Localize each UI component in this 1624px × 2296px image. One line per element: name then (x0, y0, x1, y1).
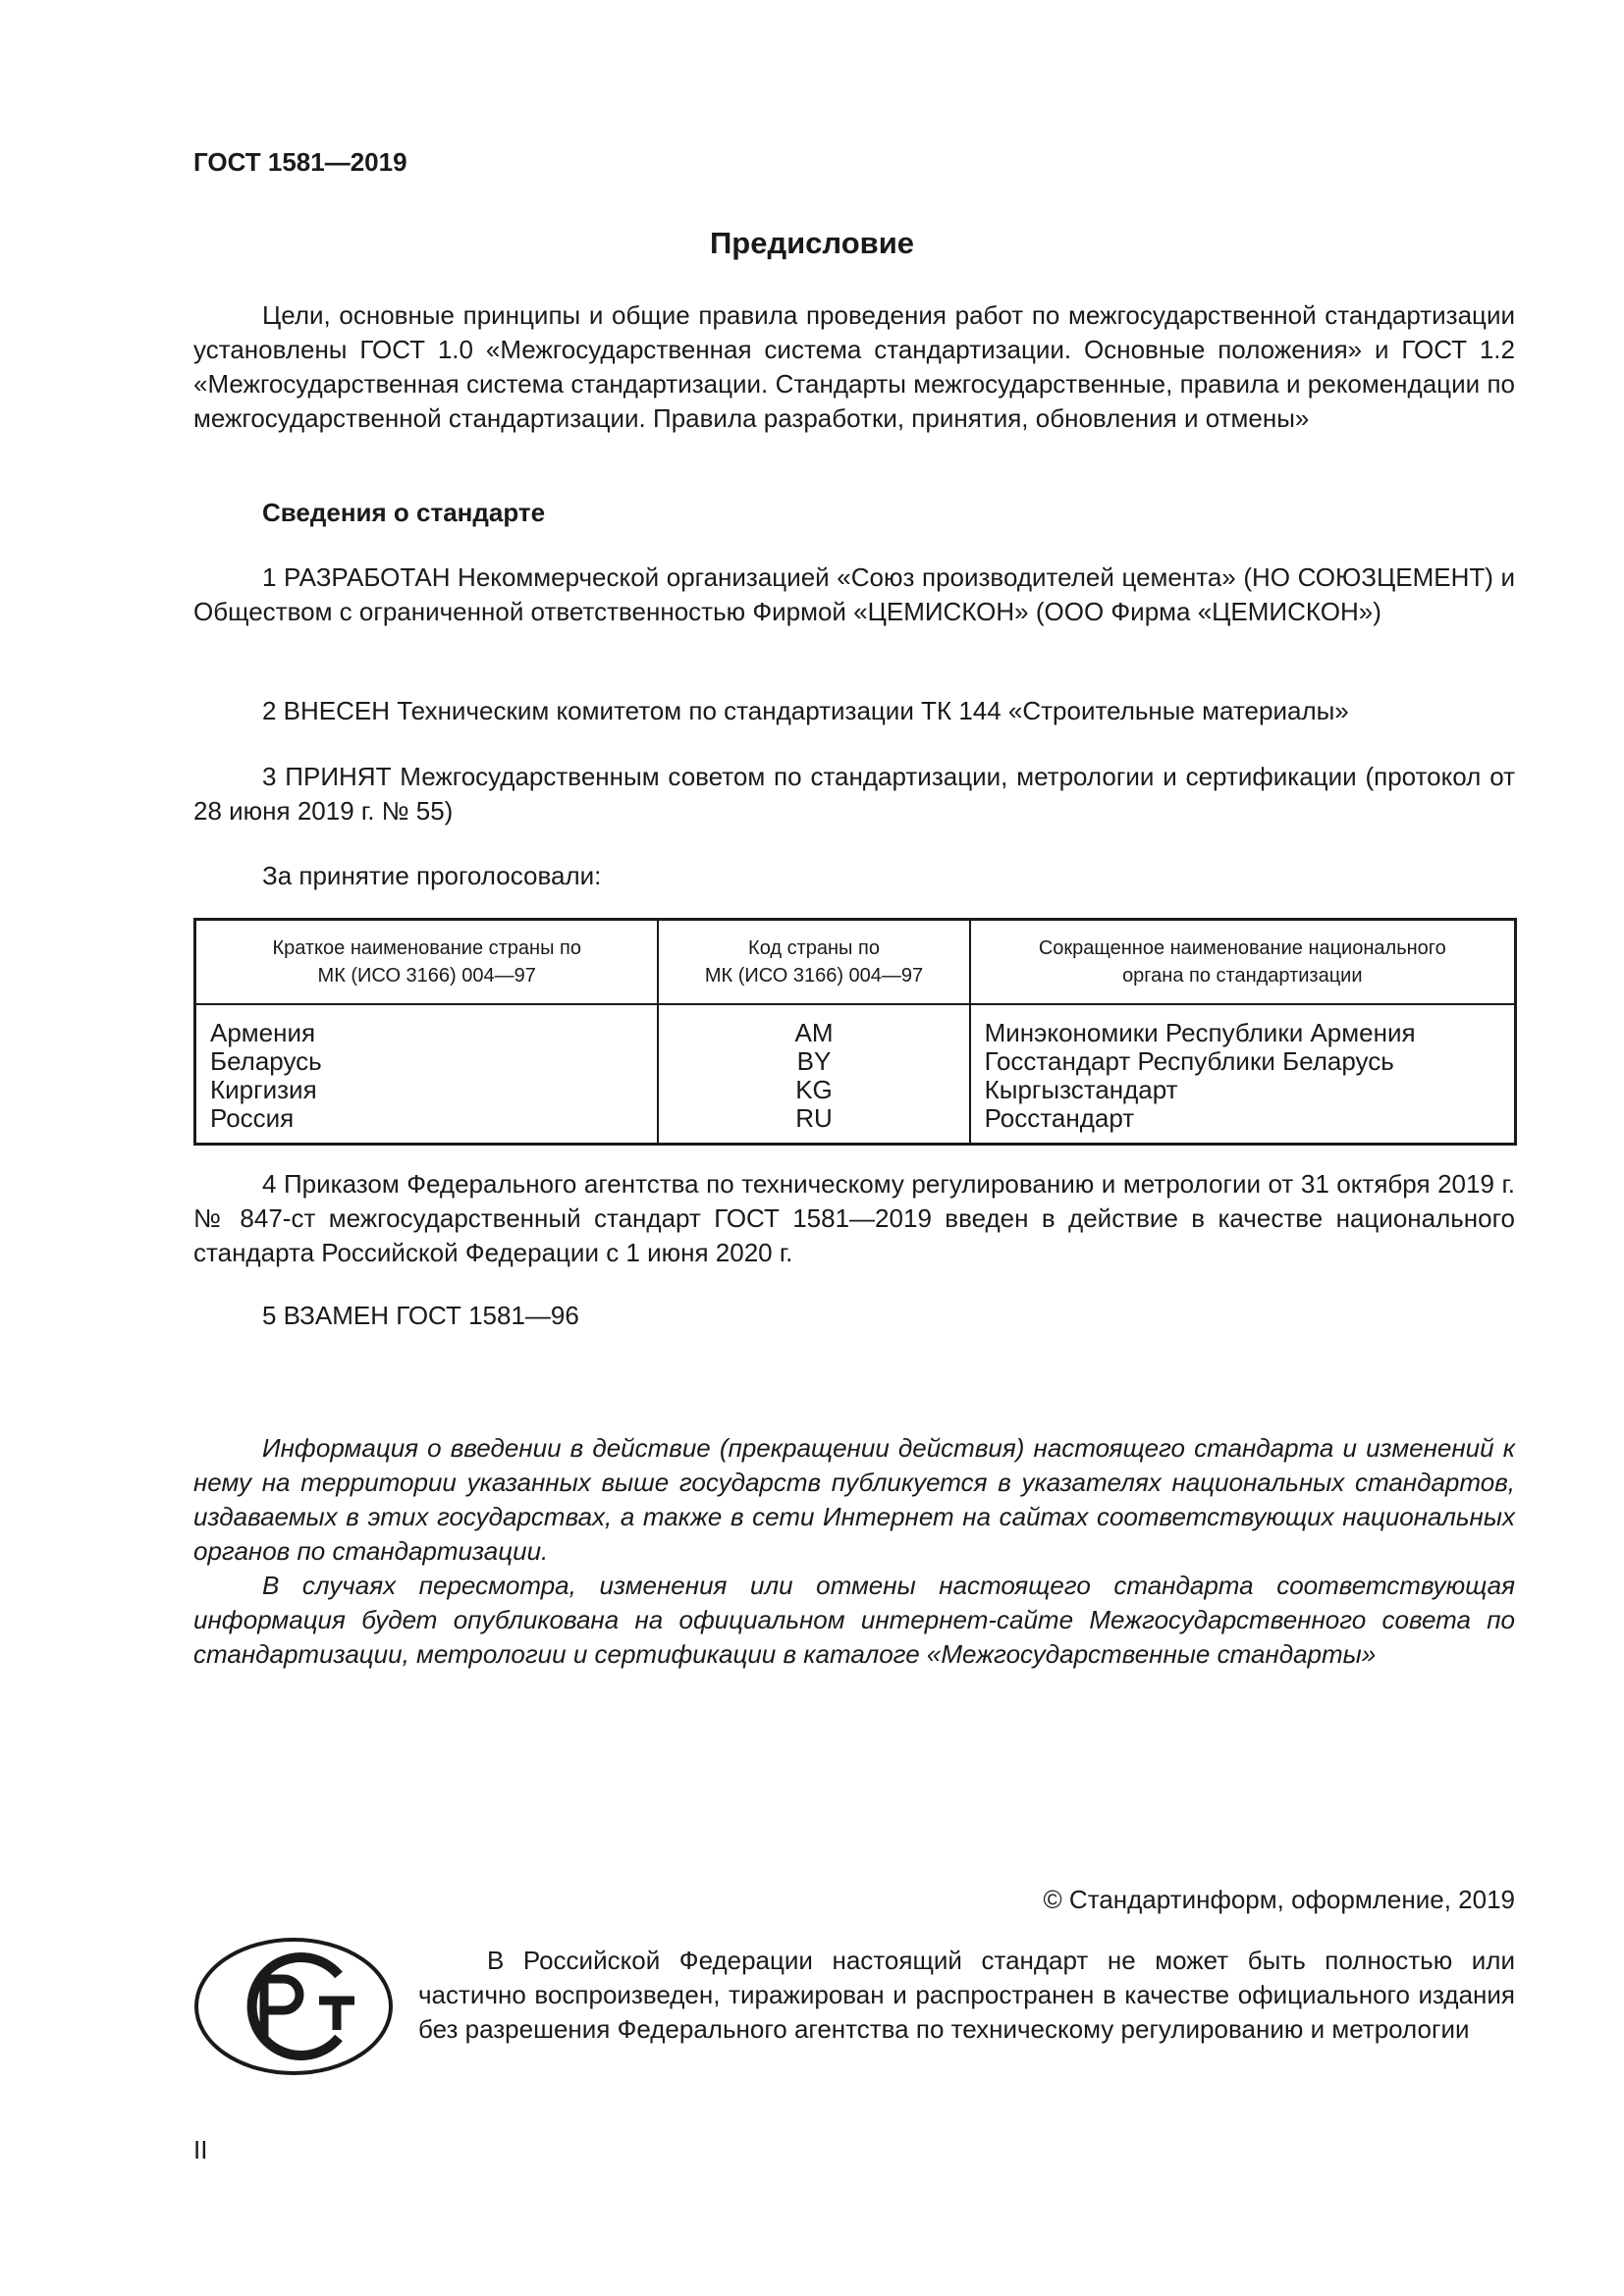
page-title: Предисловие (709, 226, 914, 260)
item-voted: За принятие проголосовали: (262, 861, 602, 890)
notice-paragraph-2: В случаях пересмотра, изменения или отмены настоящего стандарта соответствующая информация будет опубликована на официальном интернет-сайте Межгосударственного совета по стандартизации, метрологии и сертификации в каталоге «Межгосударственные стандарты» (193, 1571, 1515, 1669)
cell-body: Росстандарт (984, 1103, 1135, 1133)
cell-body: Кыргызстандарт (984, 1075, 1178, 1104)
notice-paragraph-1: Информация о введении в действие (прекращении действия) настоящего стандарта и изменений к нему на территории указанных выше государств публикуется в указателях национальных стандартов, издаваемых в этих государствах, а также в сети Интернет на сайтах соответствующих национальных органов по стандартизации. (193, 1433, 1515, 1566)
document-code: ГОСТ 1581—2019 (193, 147, 407, 177)
table-row (195, 1104, 1516, 1145)
cell-country: Киргизия (195, 1076, 659, 1104)
reproduction-notice: В Российской Федерации настоящий стандарт не может быть полностью или частично воспроизведен, тиражирован и распространен в качестве официального издания без разрешения Федерального агентства по техническому регулированию и метрологии (418, 1946, 1515, 2044)
cell-code: KG (658, 1076, 969, 1104)
item-introduced: 2 ВНЕСЕН Техническим комитетом по стандартизации ТК 144 «Строительные материалы» (262, 696, 1349, 725)
cell-body: Минэкономики Республики Армения (984, 1018, 1416, 1047)
info-heading: Сведения о стандарте (262, 498, 546, 527)
header-body: Сокращенное наименование национального органа по стандартизации (970, 920, 1516, 1005)
table-row (195, 1004, 1516, 1047)
intro-paragraph: Цели, основные принципы и общие правила проведения работ по межгосударственной стандартизации установлены ГОСТ 1.0 «Межгосударственная система стандартизации. Основные положения» и ГОСТ 1.2 «Межгосударственная система стандартизации. Стандарты межгосударственные, правила и рекомендации по межгосударственной стандартизации. Правила разработки, принятия, обновления и отмены» (193, 300, 1515, 433)
item-adopted: 3 ПРИНЯТ Межгосударственным советом по стандартизации, метрологии и сертификации (протокол от 28 июня 2019 г. № 55) (193, 762, 1515, 826)
cell-body: Госстандарт Республики Беларусь (984, 1046, 1394, 1076)
header-code: Код страны по МК (ИСО 3166) 004—97 (658, 920, 969, 1005)
copyright-line: © Стандартинформ, оформление, 2019 (1043, 1885, 1515, 1914)
cell-code: AM (658, 1004, 969, 1047)
cell-code: RU (658, 1104, 969, 1145)
cell-country: Беларусь (195, 1047, 659, 1076)
cell-code: BY (658, 1047, 969, 1076)
cell-country: Армения (195, 1004, 659, 1047)
voting-table (193, 918, 1517, 1146)
header-country: Краткое наименование страны по МК (ИСО 3166) 004—97 (195, 920, 659, 1005)
item-order: 4 Приказом Федерального агентства по техническому регулированию и метрологии от 31 октября 2019 г. № 847-ст межгосударственный стандарт ГОСТ 1581—2019 введен в действие в качестве национального стандарта Российской Федерации с 1 июня 2020 г. (193, 1169, 1515, 1267)
item-replaces: 5 ВЗАМЕН ГОСТ 1581—96 (262, 1301, 579, 1330)
table-row (195, 1047, 1516, 1076)
table-row (195, 1076, 1516, 1104)
pct-certification-logo-icon (193, 1936, 395, 2078)
cell-country: Россия (195, 1104, 659, 1145)
page-number: II (193, 2135, 208, 2164)
item-developed: 1 РАЗРАБОТАН Некоммерческой организацией «Союз производителей цемента» (НО СОЮЗЦЕМЕНТ) и Обществом с ограниченной ответственностью Фирмой «ЦЕМИСКОН» (ООО Фирма «ЦЕМИСКОН») (193, 562, 1515, 626)
table-header-row (195, 920, 1516, 1005)
